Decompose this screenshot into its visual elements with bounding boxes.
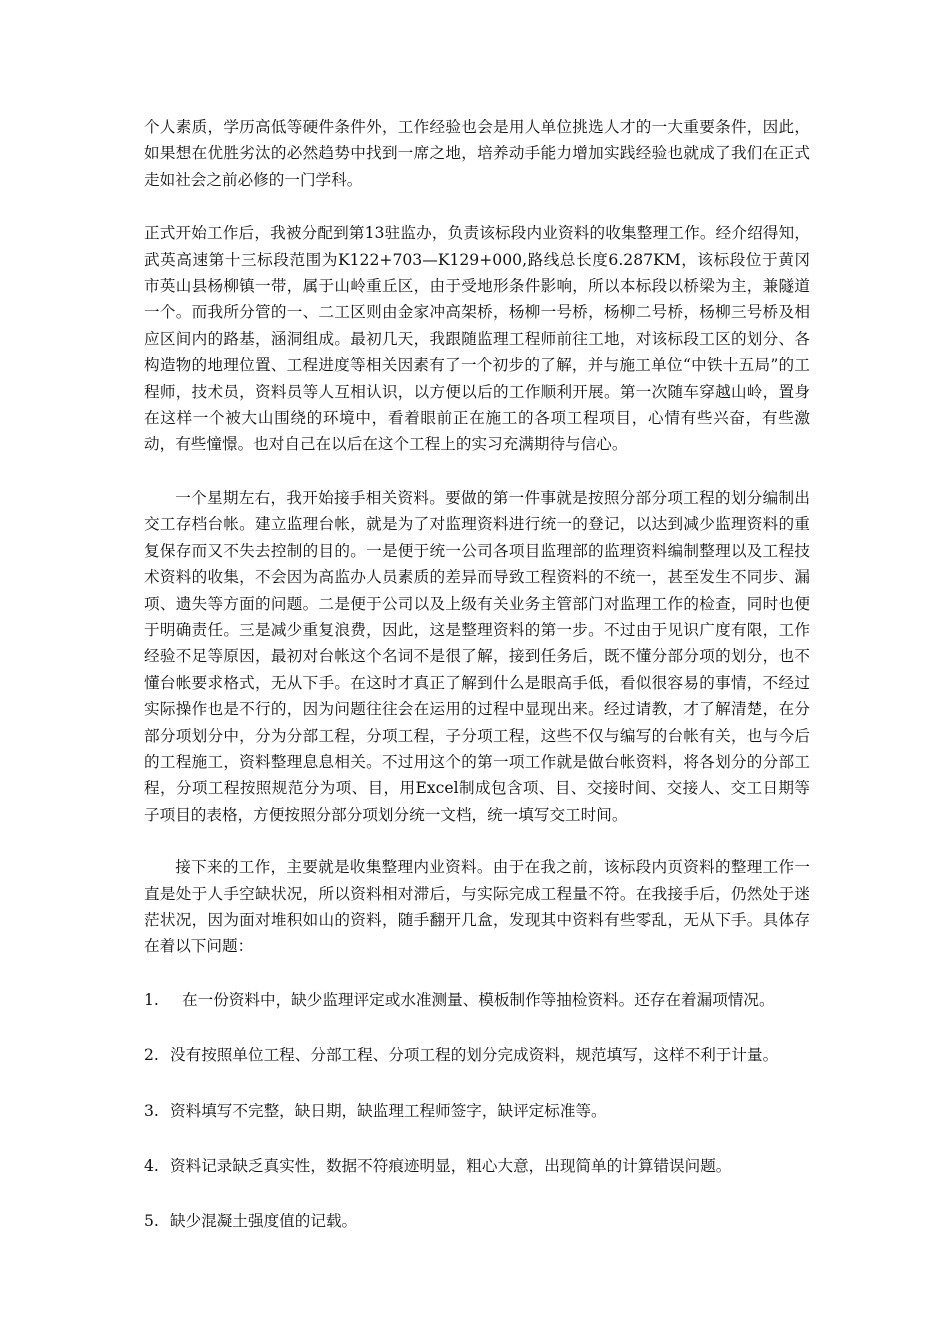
list-item-number: 2. <box>144 1046 159 1065</box>
list-item-text: 资料记录缺乏真实性，数据不符痕迹明显，粗心大意，出现简单的计算错误问题。 <box>170 1157 732 1175</box>
list-item-number: 5. <box>144 1212 159 1231</box>
list-item-text: 没有按照单位工程、分部工程、分项工程的划分完成资料，规范填写，这样不利于计量。 <box>170 1046 779 1065</box>
list-item <box>144 1098 810 1124</box>
list-item-number: 4. <box>144 1157 159 1175</box>
list-item <box>144 1208 810 1234</box>
list-item-text: 资料填写不完整，缺日期，缺监理工程师签字，缺评定标准等。 <box>170 1101 607 1120</box>
list-item <box>144 987 810 1013</box>
list-item <box>144 1153 810 1179</box>
list-item <box>144 1042 810 1068</box>
paragraph-1: 个人素质，学历高低等硬件条件外，工作经验也会是用人单位挑选人才的一大重要条件，因此，如果想在优胜劣汰的必然趋势中找到一席之地，培养动手能力增加实践经验也就成了我们在正式走如社会之前必修的一门学科。 <box>144 118 810 189</box>
paragraph-3: 一个星期左右，我开始接手相关资料。要做的第一件事就是按照分部分项工程的划分编制出交工存档台帐。建立监理台帐，就是为了对监理资料进行统一的登记，以达到减少监理资料的重复保存而又不失去控制的目的。一是便于统一公司各项目监理部的监理资料编制整理以及工程技术资料的收集，不会因为高监办人员素质的差异而导致工程资料的不统一，甚至发生不同步、漏项、遗失等方面的问题。二是便于公司以及上级有关业务主管部门对监理工作的检查，同时也便于明确责任。三是减少重复浪费，因此，这是整理资料的第一步。不过由于见识广度有限，工作经验不足等原因，最初对台帐这个名词不是很了解，接到任务后，既不懂分部分项的划分，也不懂台帐要求格式，无从下手。在这时才真正了解到什么是眼高手低，看似很容易的事情，不经过实际操作也是不行的，因为问题往往会在运用的过程中显现出来。经过请教，才了解清楚，在分部分项划分中，分为分部工程，分项工程，子分项工程，这些不仅与编写的台帐有关，也与今后的工程施工，资料整理息息相关。不过用这个的第一项工作就是做台帐资料，将各划分的分部工程，分项工程按照规范分为项、目，用Excel制成包含项、目、交接时间、交接人、交工日期等子项目的表格，方便按照分部分项划分统一文档，统一填写交工时间。 <box>144 488 810 824</box>
list-item-number: 3. <box>144 1101 159 1120</box>
list-item-text: 缺少混凝土强度值的记载。 <box>170 1212 358 1231</box>
paragraph-4: 接下来的工作，主要就是收集整理内业资料。由于在我之前，该标段内页资料的整理工作一直是处于人手空缺状况，所以资料相对滞后，与实际完成工程量不符。在我接手后，仍然处于迷茫状况，因为面对堆积如山的资料，随手翻开几盒，发现其中资料有些零乱，无从下手。具体存在着以下问题： <box>144 858 810 956</box>
list-item-number: 1. <box>144 990 159 1009</box>
paragraph-2: 正式开始工作后，我被分配到第13驻监办，负责该标段内业资料的收集整理工作。经介绍得知，武英高速第十三标段范围为K122+703—K129+000,路线总长度6.287KM，该标段位于黄冈市英山县杨柳镇一带，属于山岭重丘区，由于受地形条件影响，所以本标段以桥梁为主，兼隧道一个。而我所分管的一、二工区则由金家冲高架桥，杨柳一号桥，杨柳二号桥，杨柳三号桥及相应区间内的路基，涵洞组成。最初几天，我跟随监理工程师前往工地，对该标段工区的划分、各构造物的地理位置、工程进度等相关因素有了一个初步的了解，并与施工单位“中铁十五局”的工程师，技术员，资料员等人互相认识，以方便以后的工作顺利开展。第一次随车穿越山岭，置身在这样一个被大山围绕的环境中，看着眼前正在施工的各项工程项目，心情有些兴奋，有些激动，有些憧憬。也对自己在以后在这个工程上的实习充满期待与信心。 <box>144 224 810 454</box>
problem-list <box>144 987 810 1235</box>
list-item-text: 在一份资料中，缺少监理评定或水准测量、模板制作等抽检资料。还存在着漏项情况。 <box>182 990 775 1009</box>
document-page <box>144 114 810 1235</box>
